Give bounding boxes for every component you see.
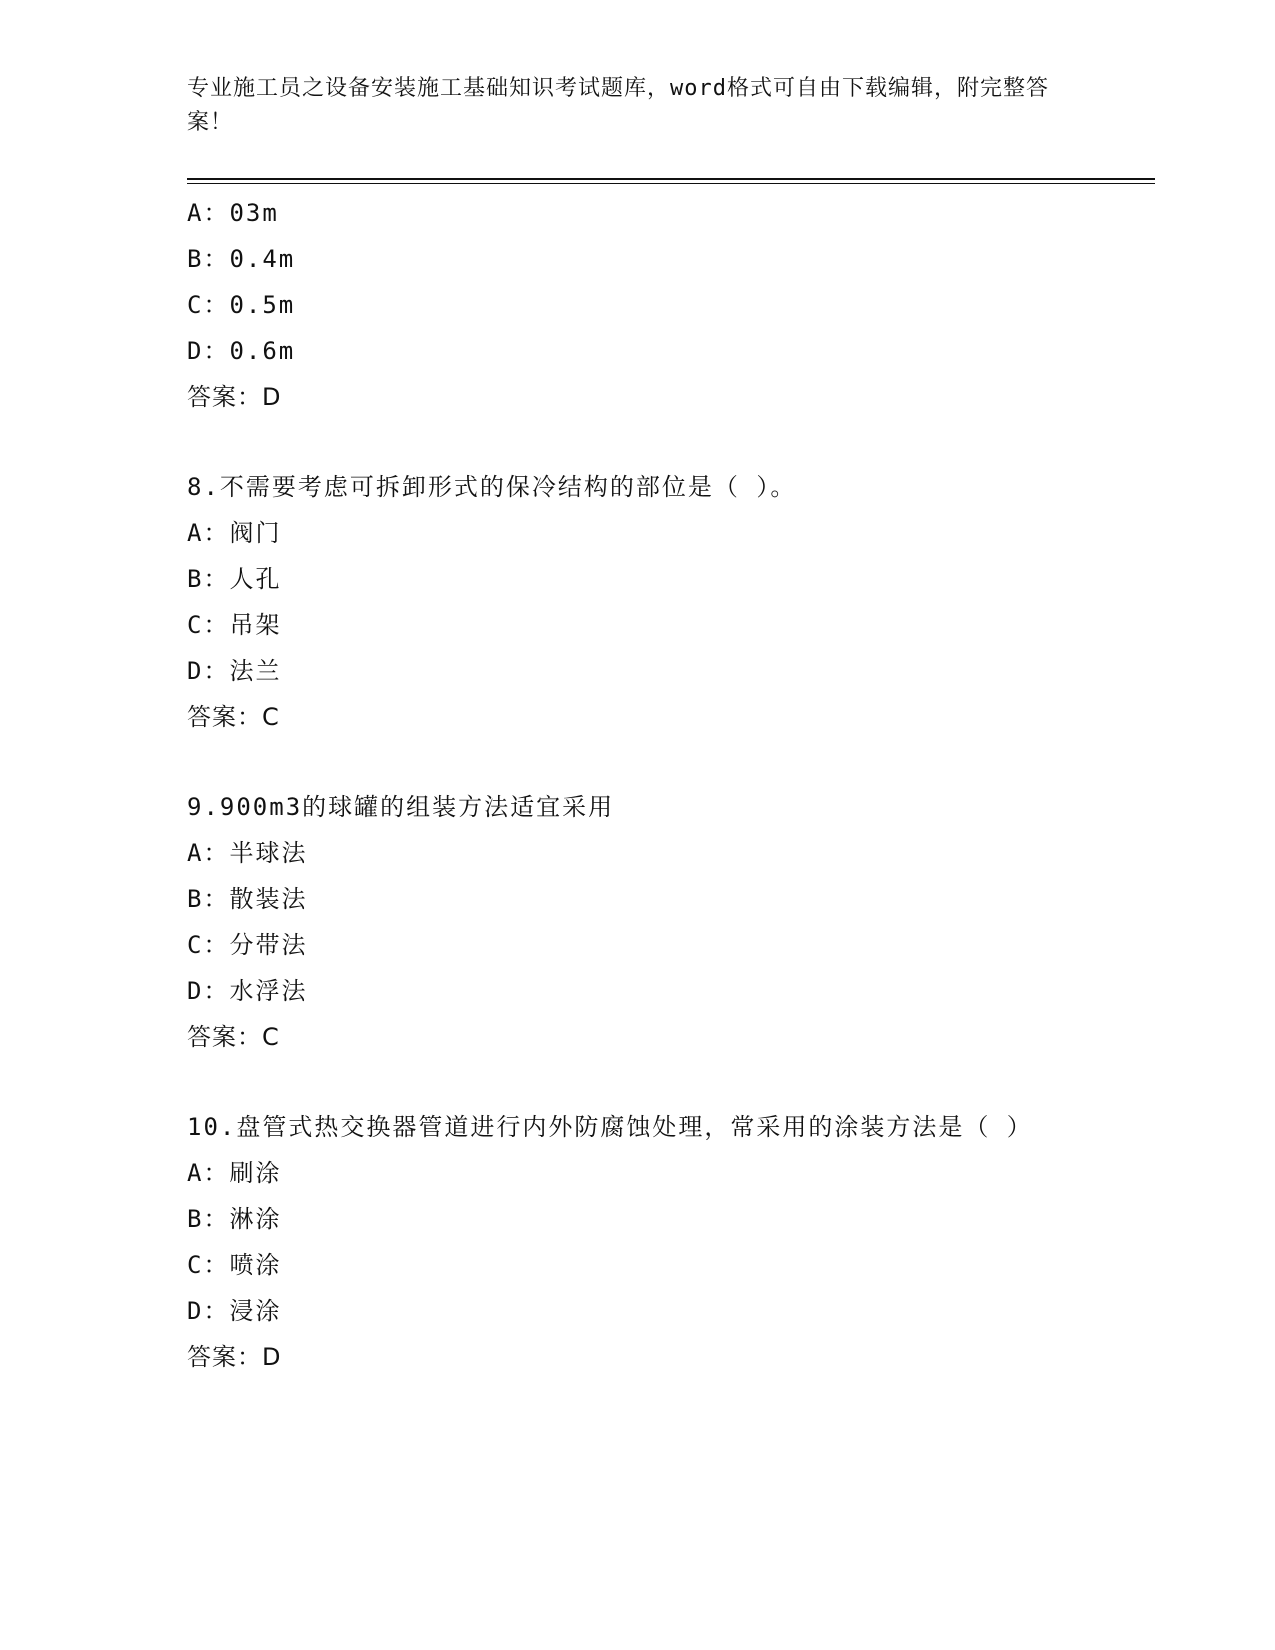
answer: 答案：C	[187, 1023, 280, 1051]
question-text: 10.盘管式热交换器管道进行内外防腐蚀处理，常采用的涂装方法是（ ）	[187, 1113, 1033, 1141]
spacer	[187, 1060, 1087, 1104]
question-10	[187, 1104, 1087, 1380]
option-d: D：法兰	[187, 657, 282, 685]
option-c: C：吊架	[187, 611, 282, 639]
question-8	[187, 464, 1087, 740]
spacer	[187, 740, 1087, 784]
option-a: A：阀门	[187, 519, 282, 547]
option-a: A：03m	[187, 199, 279, 227]
option-b: B：散装法	[187, 885, 308, 913]
spacer	[187, 420, 1087, 464]
answer: 答案：D	[187, 383, 282, 411]
header-rule-thick	[187, 178, 1155, 180]
answer: 答案：C	[187, 703, 280, 731]
option-d: D：0.6m	[187, 337, 296, 365]
question-7	[187, 190, 1087, 420]
option-c: C：分带法	[187, 931, 308, 959]
option-c: C：0.5m	[187, 291, 296, 319]
option-a: A：半球法	[187, 839, 308, 867]
option-c: C：喷涂	[187, 1251, 282, 1279]
option-d: D：水浮法	[187, 977, 308, 1005]
option-b: B：0.4m	[187, 245, 296, 273]
option-b: B：人孔	[187, 565, 282, 593]
option-a: A：刷涂	[187, 1159, 282, 1187]
question-9	[187, 784, 1087, 1060]
option-b: B：淋涂	[187, 1205, 282, 1233]
document-header: 专业施工员之设备安装施工基础知识考试题库，word格式可自由下载编辑，附完整答案！	[187, 76, 1049, 135]
question-text: 9.900m3的球罐的组装方法适宜采用	[187, 793, 615, 821]
header-rule-thin	[187, 183, 1155, 184]
document-body	[187, 190, 1087, 1380]
answer: 答案：D	[187, 1343, 282, 1371]
option-d: D：浸涂	[187, 1297, 282, 1325]
question-text: 8.不需要考虑可拆卸形式的保冷结构的部位是（ ）。	[187, 473, 797, 501]
